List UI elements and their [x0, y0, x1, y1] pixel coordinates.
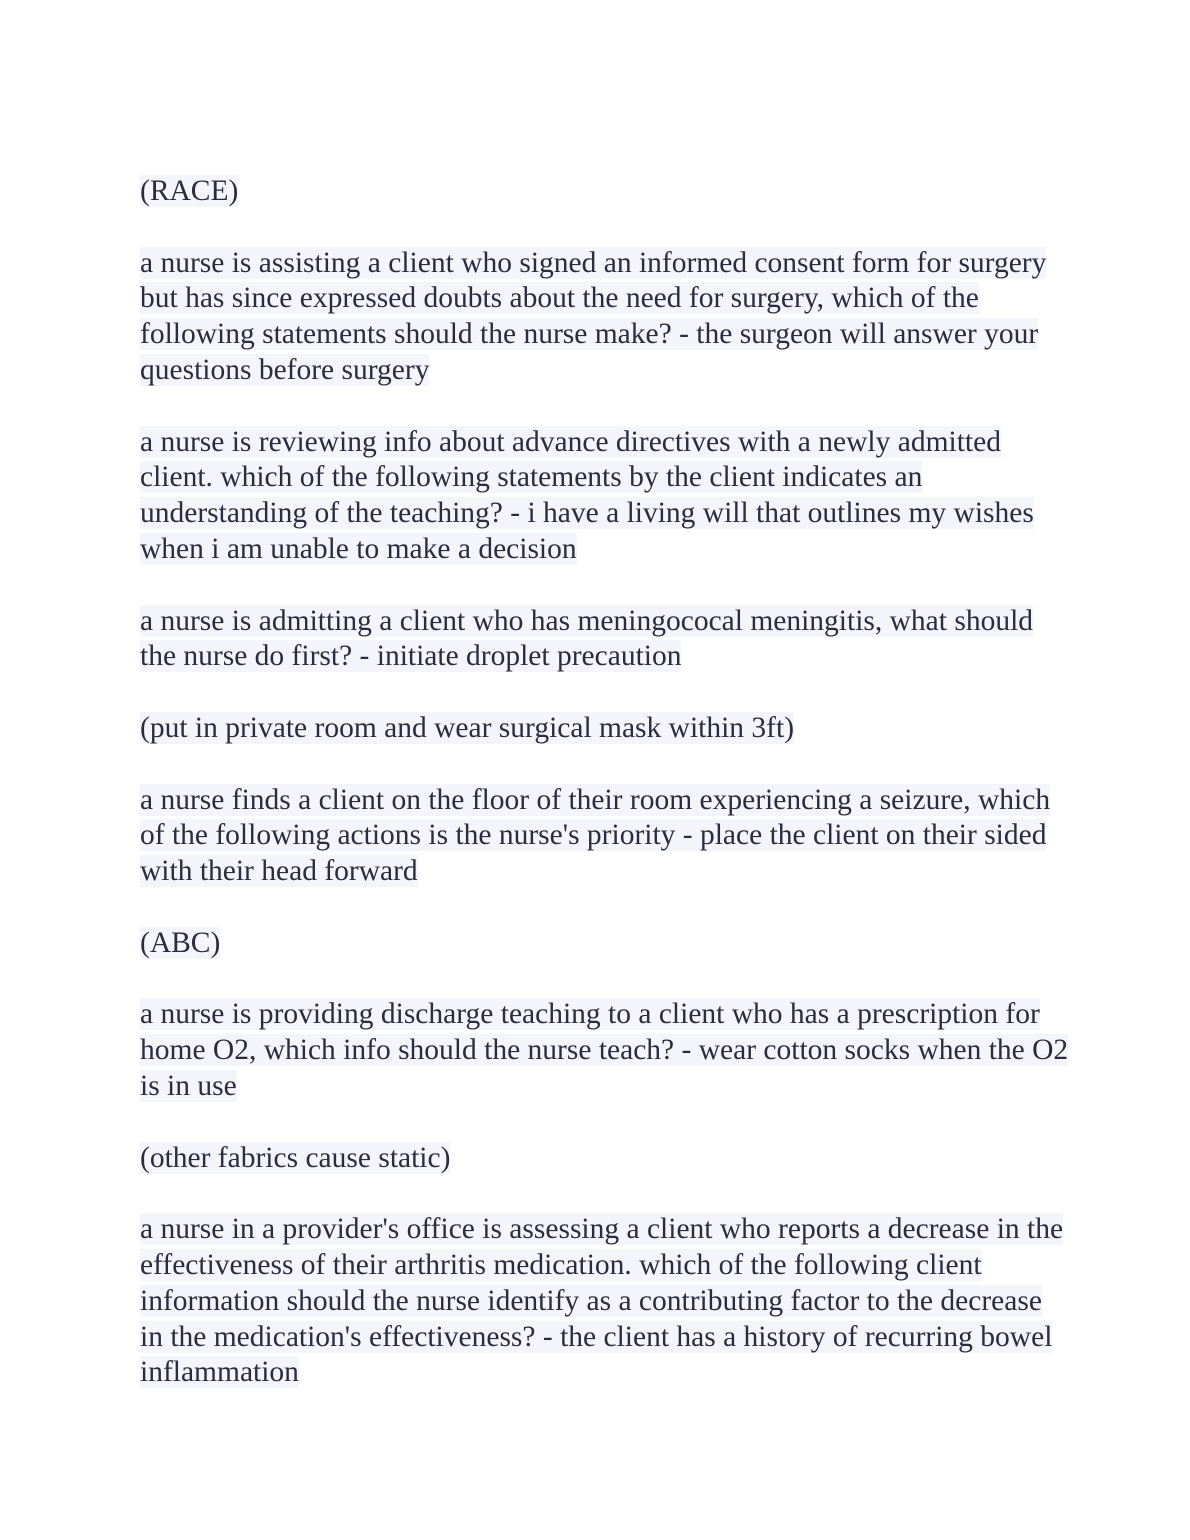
- question-arthritis-medication: a nurse in a provider's office is assessing a client who reports a decrease in the effectiveness of their arthritis medication. which of the following client information should the nurse identify as a contributing factor to the decrease in the medication's effectiveness? - the client has a history of recurring bowel inflammation: [140, 1213, 1064, 1389]
- note-race: (RACE): [140, 175, 239, 207]
- question-advance-directives: a nurse is reviewing info about advance directives with a newly admitted client. which of the following statements by the client indicates an understanding of the teaching? - i have a living will that outlines my wishes when i am unable to make a decision: [140, 425, 1034, 565]
- note-droplet-precaution: (put in private room and wear surgical mask within 3ft): [140, 711, 795, 744]
- question-seizure: a nurse finds a client on the floor of their room experiencing a seizure, which of the following actions is the nurse's priority - place the client on their sided with their head forward: [140, 783, 1051, 888]
- question-meningitis: a nurse is admitting a client who has meningococal meningitis, what should the nurse do first? - initiate droplet precaution: [140, 604, 1034, 673]
- note-abc: (ABC): [140, 926, 221, 959]
- question-informed-consent: a nurse is assisting a client who signed an informed consent form for surgery but has since expressed doubts about the need for surgery, which of the following statements should the nurse make? - the surgeon will answer your questions before surgery: [140, 246, 1047, 386]
- document-page: [140, 174, 1070, 1427]
- note-static: (other fabrics cause static): [140, 1141, 451, 1174]
- question-home-oxygen: a nurse is providing discharge teaching to a client who has a prescription for home O2, which info should the nurse teach? - wear cotton socks when the O2 is in use: [140, 998, 1069, 1102]
